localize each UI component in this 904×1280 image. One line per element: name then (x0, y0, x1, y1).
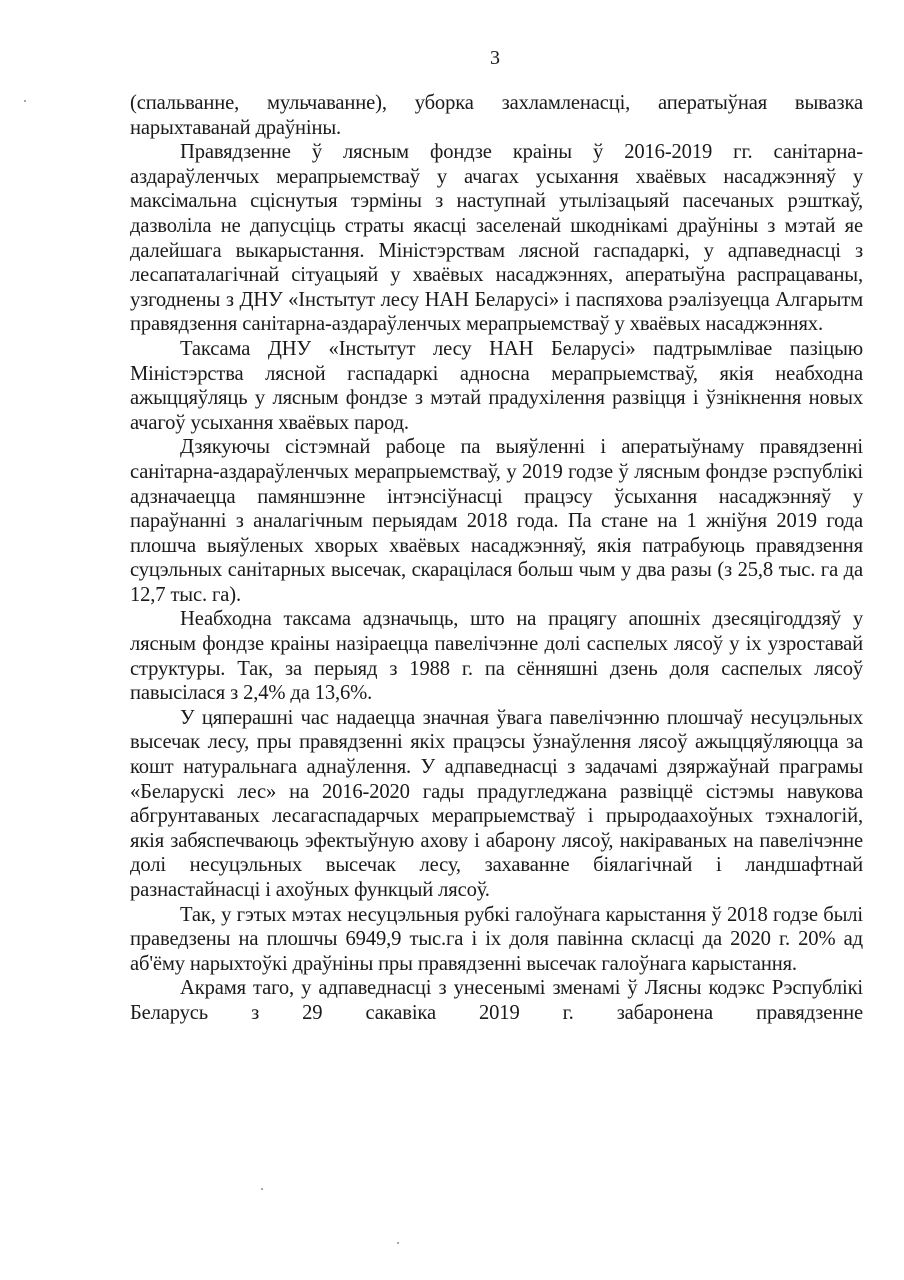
paragraph-8-continued: Акрамя таго, у адпаведнасці з унесенымі зменамі ў Лясны кодэкс Рэспублікі Беларусь з 29 сакавіка 2019 г. забаронена правядзенне (130, 977, 863, 1024)
scan-speck (261, 1188, 263, 1190)
page-number: 3 (490, 47, 500, 69)
scan-speck (397, 1242, 399, 1244)
scan-speck (24, 100, 26, 102)
paragraph-6: У цяперашні час надаецца значная ўвага павелічэнню плошчаў несуцэльных высечак лесу, пры правядзенні якіх працэсы ўзнаўлення лясоў ажыццяўляюцца за кошт натуральнага аднаўлення. У адпаведнасці з задачамі дзяржаўнай праграмы «Беларускі лес» на 2016-2020 гады прадугледжана развіццё сістэмы навукова абгрунтаваных лесагаспадарчых мерапрыемстваў і прыродаахоўных тэхналогій, якія забяспечваюць эфектыўную ахову і абарону лясоў, накіраваных на павелічэнне долі несуцэльных высечак лесу, захаванне біялагічнай і ландшафтнай разнастайнасці і ахоўных функцый лясоў. (130, 706, 863, 901)
paragraph-7: Так, у гэтых мэтах несуцэльныя рубкі галоўнага карыстання ў 2018 годзе былі праведзены на плошчы 6949,9 тыс.га і іх доля павінна скласці да 2020 г. 20% ад аб'ёму нарыхтоўкі драўніны пры правядзенні высечак галоўнага карыстання. (130, 903, 863, 975)
document-body (130, 91, 863, 1026)
paragraph-1: (спальванне, мульчаванне), уборка захламленасці, аператыўная вывазка нарыхтаванай драўніны. (130, 92, 863, 139)
paragraph-2: Правядзенне ў лясным фондзе краіны ў 2016-2019 гг. санітарна-аздараўленчых мерапрыемстваў у ачагах усыхання хваёвых насаджэнняў у максімальна сціснутыя тэрміны з наступнай утылізацыяй пасечаных рэшткаў, дазволіла не дапусціць страты якасці заселенай шкоднікамі драўніны з мэтай яе далейшага выкарыстання. Міністэрствам лясной гаспадаркі, у адпаведнасці з лесапаталагічнай сітуацыяй у хваёвых насаджэннях, аператыўна распрацаваны, узгоднены з ДНУ «Інстытут лесу НАН Беларусі» і паспяхова рэалізуецца Алгарытм правядзення санітарна-аздараўленчых мерапрыемстваў у хваёвых насаджэннях. (130, 141, 863, 336)
paragraph-5: Неабходна таксама адзначыць, што на працягу апошніх дзесяцігоддзяў у лясным фондзе краіны назіраецца павелічэнне долі саспелых лясоў у іх узроставай структуры. Так, за перыяд з 1988 г. па сённяшні дзень доля саспелых лясоў павысілася з 2,4% да 13,6%. (130, 608, 863, 705)
paragraph-4: Дзякуючы сістэмнай рабоце па выяўленні і аператыўнаму правядзенні санітарна-аздараўленчых мерапрыемстваў, у 2019 годзе ў лясным фондзе рэспублікі адзначаецца памяншэнне інтэнсіўнасці працэсу ўсыхання насаджэнняў у параўнанні з аналагічным перыядам 2018 года. Па стане на 1 жніўня 2019 года плошча выяўленых хворых хваёвых насаджэнняў, якія патрабуюць правядзення суцэльных санітарных высечак, скарацілася больш чым у два разы (з 25,8 тыс. га да 12,7 тыс. га). (130, 436, 863, 606)
paragraph-3: Таксама ДНУ «Інстытут лесу НАН Беларусі» падтрымлівае пазіцыю Міністэрства лясной гаспадаркі адносна мерапрыемстваў, якія неабходна ажыццяўляць у лясным фондзе з мэтай прадухілення развіцця і ўзнікнення новых ачагоў усыхання хваёвых парод. (130, 337, 863, 434)
